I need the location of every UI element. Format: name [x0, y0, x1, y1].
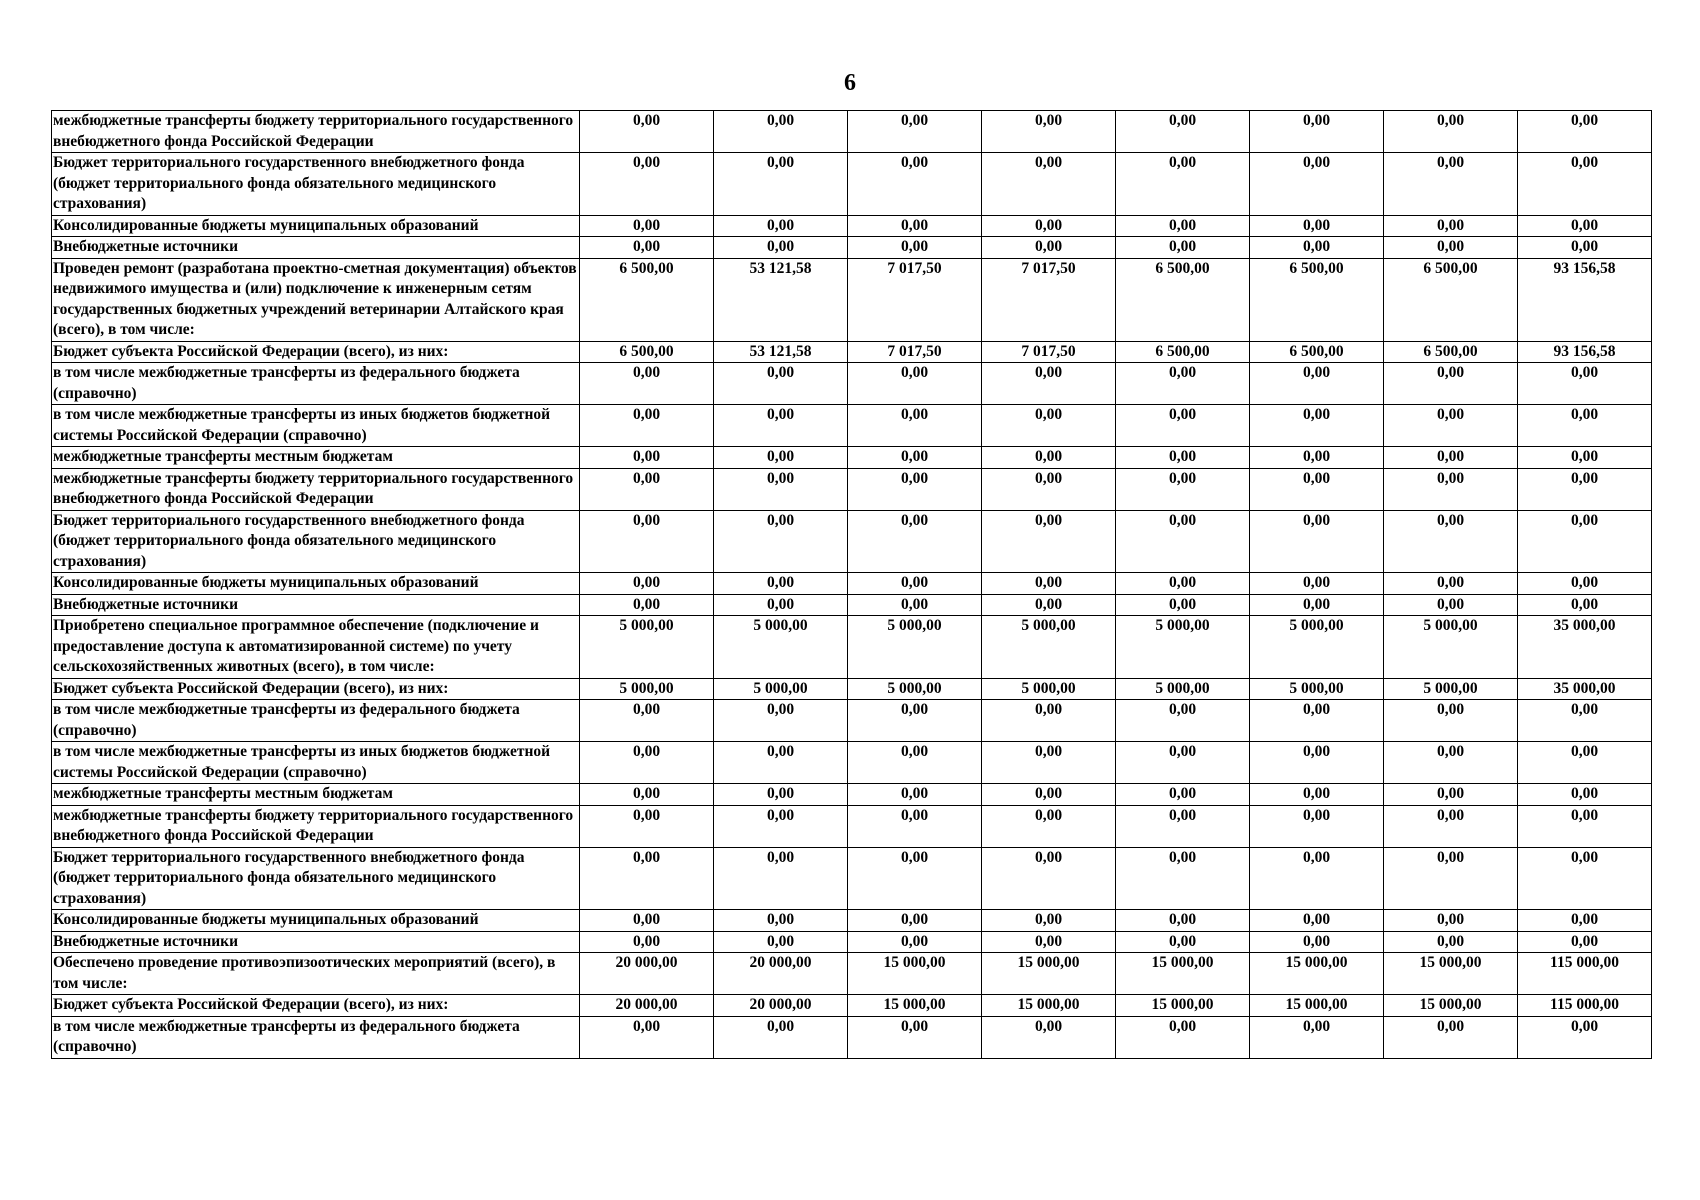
- table-row: [52, 953, 1652, 995]
- value-cell: 0,00: [714, 594, 848, 616]
- value-cell: 0,00: [1384, 447, 1518, 469]
- value-cell: 0,00: [1384, 784, 1518, 806]
- value-cell: 0,00: [1518, 153, 1652, 216]
- value-cell: 0,00: [982, 784, 1116, 806]
- table-row: [52, 341, 1652, 363]
- value-cell: 6 500,00: [580, 341, 714, 363]
- value-cell: 5 000,00: [1384, 616, 1518, 679]
- value-cell: 53 121,58: [714, 341, 848, 363]
- value-cell: 0,00: [848, 847, 982, 910]
- value-cell: 0,00: [1518, 931, 1652, 953]
- value-cell: 20 000,00: [580, 995, 714, 1017]
- row-label: в том числе межбюджетные трансферты из федерального бюджета (справочно): [52, 700, 580, 742]
- value-cell: 0,00: [848, 405, 982, 447]
- table-row: [52, 700, 1652, 742]
- value-cell: 0,00: [1518, 468, 1652, 510]
- value-cell: 0,00: [580, 931, 714, 953]
- value-cell: 0,00: [848, 215, 982, 237]
- table-row: [52, 805, 1652, 847]
- value-cell: 0,00: [1250, 405, 1384, 447]
- value-cell: 6 500,00: [580, 258, 714, 341]
- value-cell: 0,00: [714, 742, 848, 784]
- value-cell: 0,00: [1116, 468, 1250, 510]
- value-cell: 15 000,00: [1384, 995, 1518, 1017]
- row-label: межбюджетные трансферты местным бюджетам: [52, 447, 580, 469]
- value-cell: 6 500,00: [1384, 258, 1518, 341]
- row-label: Консолидированные бюджеты муниципальных образований: [52, 910, 580, 932]
- row-label: Бюджет территориального государственного внебюджетного фонда (бюджет территориального фонда обязательного медицинского страхования): [52, 153, 580, 216]
- value-cell: 0,00: [580, 742, 714, 784]
- table-row: [52, 215, 1652, 237]
- value-cell: 5 000,00: [580, 678, 714, 700]
- value-cell: 53 121,58: [714, 258, 848, 341]
- value-cell: 0,00: [714, 111, 848, 153]
- value-cell: 0,00: [580, 111, 714, 153]
- value-cell: 0,00: [1116, 594, 1250, 616]
- value-cell: 15 000,00: [848, 953, 982, 995]
- value-cell: 0,00: [1250, 910, 1384, 932]
- value-cell: 0,00: [1250, 594, 1384, 616]
- value-cell: 0,00: [848, 237, 982, 259]
- value-cell: 0,00: [714, 363, 848, 405]
- value-cell: 0,00: [848, 784, 982, 806]
- value-cell: 0,00: [1518, 237, 1652, 259]
- row-label: межбюджетные трансферты местным бюджетам: [52, 784, 580, 806]
- value-cell: 0,00: [714, 405, 848, 447]
- value-cell: 0,00: [982, 215, 1116, 237]
- value-cell: 0,00: [1518, 700, 1652, 742]
- value-cell: 7 017,50: [848, 341, 982, 363]
- value-cell: 0,00: [580, 910, 714, 932]
- table-row: [52, 363, 1652, 405]
- value-cell: 0,00: [982, 468, 1116, 510]
- value-cell: 0,00: [1384, 573, 1518, 595]
- value-cell: 6 500,00: [1250, 341, 1384, 363]
- value-cell: 0,00: [1518, 805, 1652, 847]
- value-cell: 0,00: [1116, 742, 1250, 784]
- value-cell: 6 500,00: [1250, 258, 1384, 341]
- value-cell: 0,00: [1250, 784, 1384, 806]
- table-row: [52, 258, 1652, 341]
- value-cell: 0,00: [1384, 215, 1518, 237]
- value-cell: 0,00: [1518, 594, 1652, 616]
- value-cell: 0,00: [580, 805, 714, 847]
- value-cell: 0,00: [1250, 510, 1384, 573]
- value-cell: 5 000,00: [1116, 616, 1250, 679]
- value-cell: 15 000,00: [1116, 953, 1250, 995]
- table-body: [52, 111, 1652, 1059]
- value-cell: 0,00: [1518, 510, 1652, 573]
- value-cell: 0,00: [1116, 363, 1250, 405]
- value-cell: 0,00: [1384, 931, 1518, 953]
- row-label: Бюджет субъекта Российской Федерации (всего), из них:: [52, 995, 580, 1017]
- value-cell: 0,00: [982, 111, 1116, 153]
- value-cell: 0,00: [1384, 468, 1518, 510]
- value-cell: 7 017,50: [982, 341, 1116, 363]
- table-row: [52, 847, 1652, 910]
- table-row: [52, 111, 1652, 153]
- value-cell: 0,00: [1250, 573, 1384, 595]
- page-number: 6: [844, 70, 856, 96]
- value-cell: 115 000,00: [1518, 995, 1652, 1017]
- value-cell: 0,00: [1384, 510, 1518, 573]
- value-cell: 5 000,00: [580, 616, 714, 679]
- value-cell: 0,00: [714, 1016, 848, 1058]
- row-label: межбюджетные трансферты бюджету территориального государственного внебюджетного фонда Российской Федерации: [52, 111, 580, 153]
- value-cell: 0,00: [848, 111, 982, 153]
- value-cell: 0,00: [1250, 447, 1384, 469]
- value-cell: 0,00: [1250, 111, 1384, 153]
- value-cell: 93 156,58: [1518, 258, 1652, 341]
- table-row: [52, 995, 1652, 1017]
- value-cell: 0,00: [848, 468, 982, 510]
- value-cell: 0,00: [580, 215, 714, 237]
- table-row: [52, 405, 1652, 447]
- value-cell: 0,00: [1116, 700, 1250, 742]
- table-row: [52, 678, 1652, 700]
- value-cell: 5 000,00: [848, 616, 982, 679]
- table-row: [52, 447, 1652, 469]
- row-label: в том числе межбюджетные трансферты из федерального бюджета (справочно): [52, 363, 580, 405]
- value-cell: 0,00: [1518, 784, 1652, 806]
- value-cell: 5 000,00: [1384, 678, 1518, 700]
- value-cell: 0,00: [580, 405, 714, 447]
- value-cell: 0,00: [982, 1016, 1116, 1058]
- value-cell: 0,00: [848, 742, 982, 784]
- value-cell: 0,00: [1116, 573, 1250, 595]
- value-cell: 0,00: [1250, 700, 1384, 742]
- value-cell: 5 000,00: [714, 616, 848, 679]
- value-cell: 0,00: [1384, 153, 1518, 216]
- value-cell: 0,00: [848, 910, 982, 932]
- value-cell: 0,00: [848, 931, 982, 953]
- value-cell: 0,00: [580, 784, 714, 806]
- value-cell: 0,00: [1518, 1016, 1652, 1058]
- value-cell: 0,00: [1250, 363, 1384, 405]
- value-cell: 5 000,00: [714, 678, 848, 700]
- value-cell: 35 000,00: [1518, 678, 1652, 700]
- value-cell: 5 000,00: [848, 678, 982, 700]
- value-cell: 93 156,58: [1518, 341, 1652, 363]
- value-cell: 0,00: [1116, 405, 1250, 447]
- value-cell: 5 000,00: [982, 616, 1116, 679]
- value-cell: 0,00: [580, 447, 714, 469]
- row-label: Консолидированные бюджеты муниципальных образований: [52, 573, 580, 595]
- value-cell: 0,00: [1384, 594, 1518, 616]
- value-cell: 15 000,00: [1384, 953, 1518, 995]
- table-row: [52, 784, 1652, 806]
- value-cell: 0,00: [1116, 805, 1250, 847]
- table-row: [52, 910, 1652, 932]
- value-cell: 35 000,00: [1518, 616, 1652, 679]
- row-label: Внебюджетные источники: [52, 931, 580, 953]
- value-cell: 0,00: [714, 847, 848, 910]
- value-cell: 0,00: [1384, 405, 1518, 447]
- value-cell: 0,00: [580, 1016, 714, 1058]
- table-row: [52, 1016, 1652, 1058]
- value-cell: 0,00: [1116, 237, 1250, 259]
- value-cell: 0,00: [1384, 1016, 1518, 1058]
- row-label: в том числе межбюджетные трансферты из иных бюджетов бюджетной системы Российской Федерации (справочно): [52, 405, 580, 447]
- row-label: Внебюджетные источники: [52, 237, 580, 259]
- table-row: [52, 153, 1652, 216]
- value-cell: 0,00: [1384, 363, 1518, 405]
- value-cell: 5 000,00: [1116, 678, 1250, 700]
- value-cell: 0,00: [1384, 805, 1518, 847]
- row-label: в том числе межбюджетные трансферты из иных бюджетов бюджетной системы Российской Федерации (справочно): [52, 742, 580, 784]
- value-cell: 0,00: [1116, 153, 1250, 216]
- value-cell: 7 017,50: [982, 258, 1116, 341]
- value-cell: 0,00: [1518, 847, 1652, 910]
- table-row: [52, 594, 1652, 616]
- value-cell: 0,00: [1250, 215, 1384, 237]
- value-cell: 15 000,00: [1250, 995, 1384, 1017]
- value-cell: 0,00: [982, 742, 1116, 784]
- value-cell: 0,00: [848, 363, 982, 405]
- value-cell: 0,00: [848, 1016, 982, 1058]
- value-cell: 20 000,00: [714, 953, 848, 995]
- value-cell: 0,00: [714, 805, 848, 847]
- value-cell: 0,00: [1250, 468, 1384, 510]
- value-cell: 0,00: [1116, 215, 1250, 237]
- value-cell: 0,00: [1250, 1016, 1384, 1058]
- value-cell: 0,00: [1116, 847, 1250, 910]
- value-cell: 0,00: [714, 573, 848, 595]
- table-row: [52, 616, 1652, 679]
- table-row: [52, 931, 1652, 953]
- value-cell: 0,00: [1384, 742, 1518, 784]
- value-cell: 0,00: [982, 573, 1116, 595]
- value-cell: 0,00: [714, 510, 848, 573]
- value-cell: 6 500,00: [1116, 258, 1250, 341]
- value-cell: 6 500,00: [1384, 341, 1518, 363]
- value-cell: 0,00: [1116, 784, 1250, 806]
- value-cell: 0,00: [714, 931, 848, 953]
- value-cell: 0,00: [580, 363, 714, 405]
- table-row: [52, 510, 1652, 573]
- row-label: Бюджет территориального государственного внебюджетного фонда (бюджет территориального фонда обязательного медицинского страхования): [52, 847, 580, 910]
- value-cell: 0,00: [714, 447, 848, 469]
- value-cell: 0,00: [982, 594, 1116, 616]
- value-cell: 0,00: [982, 447, 1116, 469]
- value-cell: 7 017,50: [848, 258, 982, 341]
- row-label: Внебюджетные источники: [52, 594, 580, 616]
- row-label: Обеспечено проведение противоэпизоотических мероприятий (всего), в том числе:: [52, 953, 580, 995]
- value-cell: 0,00: [1116, 510, 1250, 573]
- value-cell: 0,00: [580, 573, 714, 595]
- row-label: Бюджет субъекта Российской Федерации (всего), из них:: [52, 341, 580, 363]
- row-label: в том числе межбюджетные трансферты из федерального бюджета (справочно): [52, 1016, 580, 1058]
- value-cell: 0,00: [1518, 742, 1652, 784]
- value-cell: 0,00: [1384, 700, 1518, 742]
- value-cell: 6 500,00: [1116, 341, 1250, 363]
- value-cell: 0,00: [1518, 405, 1652, 447]
- value-cell: 0,00: [714, 153, 848, 216]
- value-cell: 0,00: [580, 700, 714, 742]
- value-cell: 0,00: [580, 153, 714, 216]
- value-cell: 0,00: [1518, 910, 1652, 932]
- value-cell: 0,00: [714, 784, 848, 806]
- value-cell: 0,00: [1116, 447, 1250, 469]
- value-cell: 0,00: [1250, 931, 1384, 953]
- value-cell: 15 000,00: [848, 995, 982, 1017]
- value-cell: 0,00: [1250, 742, 1384, 784]
- value-cell: 5 000,00: [1250, 616, 1384, 679]
- value-cell: 0,00: [982, 153, 1116, 216]
- value-cell: 15 000,00: [1116, 995, 1250, 1017]
- value-cell: 5 000,00: [1250, 678, 1384, 700]
- value-cell: 0,00: [1384, 237, 1518, 259]
- value-cell: 0,00: [1116, 910, 1250, 932]
- value-cell: 0,00: [1518, 111, 1652, 153]
- value-cell: 0,00: [1384, 910, 1518, 932]
- value-cell: 5 000,00: [982, 678, 1116, 700]
- value-cell: 0,00: [848, 594, 982, 616]
- value-cell: 0,00: [1250, 847, 1384, 910]
- value-cell: 0,00: [580, 468, 714, 510]
- value-cell: 0,00: [982, 805, 1116, 847]
- value-cell: 0,00: [1384, 847, 1518, 910]
- value-cell: 0,00: [714, 215, 848, 237]
- value-cell: 0,00: [714, 237, 848, 259]
- value-cell: 0,00: [848, 153, 982, 216]
- value-cell: 15 000,00: [1250, 953, 1384, 995]
- value-cell: 0,00: [580, 847, 714, 910]
- value-cell: 0,00: [1518, 447, 1652, 469]
- value-cell: 0,00: [580, 594, 714, 616]
- value-cell: 0,00: [1518, 215, 1652, 237]
- value-cell: 15 000,00: [982, 953, 1116, 995]
- row-label: Проведен ремонт (разработана проектно-сметная документация) объектов недвижимого имущества и (или) подключение к инженерным сетям государственных бюджетных учреждений ветеринарии Алтайского края (всего), в том числе:: [52, 258, 580, 341]
- table-row: [52, 573, 1652, 595]
- table-row: [52, 468, 1652, 510]
- value-cell: 0,00: [714, 910, 848, 932]
- row-label: Бюджет территориального государственного внебюджетного фонда (бюджет территориального фонда обязательного медицинского страхования): [52, 510, 580, 573]
- row-label: Консолидированные бюджеты муниципальных образований: [52, 215, 580, 237]
- value-cell: 0,00: [848, 700, 982, 742]
- value-cell: 0,00: [580, 510, 714, 573]
- table-row: [52, 742, 1652, 784]
- value-cell: 0,00: [1518, 363, 1652, 405]
- value-cell: 0,00: [848, 510, 982, 573]
- value-cell: 20 000,00: [580, 953, 714, 995]
- row-label: Приобретено специальное программное обеспечение (подключение и предоставление доступа к автоматизированной системе) по учету сельскохозяйственных животных (всего), в том числе:: [52, 616, 580, 679]
- value-cell: 0,00: [580, 237, 714, 259]
- table-row: [52, 237, 1652, 259]
- value-cell: 0,00: [848, 447, 982, 469]
- value-cell: 0,00: [1116, 1016, 1250, 1058]
- value-cell: 15 000,00: [982, 995, 1116, 1017]
- value-cell: 0,00: [982, 405, 1116, 447]
- value-cell: 0,00: [1384, 111, 1518, 153]
- value-cell: 0,00: [982, 931, 1116, 953]
- value-cell: 0,00: [982, 700, 1116, 742]
- value-cell: 0,00: [848, 805, 982, 847]
- value-cell: 0,00: [1116, 111, 1250, 153]
- value-cell: 0,00: [982, 363, 1116, 405]
- value-cell: 0,00: [1250, 237, 1384, 259]
- value-cell: 20 000,00: [714, 995, 848, 1017]
- value-cell: 0,00: [982, 237, 1116, 259]
- value-cell: 0,00: [982, 910, 1116, 932]
- value-cell: 0,00: [982, 510, 1116, 573]
- value-cell: 0,00: [1518, 573, 1652, 595]
- value-cell: 0,00: [1116, 931, 1250, 953]
- row-label: межбюджетные трансферты бюджету территориального государственного внебюджетного фонда Российской Федерации: [52, 805, 580, 847]
- value-cell: 0,00: [982, 847, 1116, 910]
- value-cell: 0,00: [1250, 153, 1384, 216]
- row-label: межбюджетные трансферты бюджету территориального государственного внебюджетного фонда Российской Федерации: [52, 468, 580, 510]
- value-cell: 0,00: [848, 573, 982, 595]
- value-cell: 0,00: [714, 700, 848, 742]
- row-label: Бюджет субъекта Российской Федерации (всего), из них:: [52, 678, 580, 700]
- value-cell: 115 000,00: [1518, 953, 1652, 995]
- budget-table: [51, 110, 1652, 1059]
- value-cell: 0,00: [714, 468, 848, 510]
- value-cell: 0,00: [1250, 805, 1384, 847]
